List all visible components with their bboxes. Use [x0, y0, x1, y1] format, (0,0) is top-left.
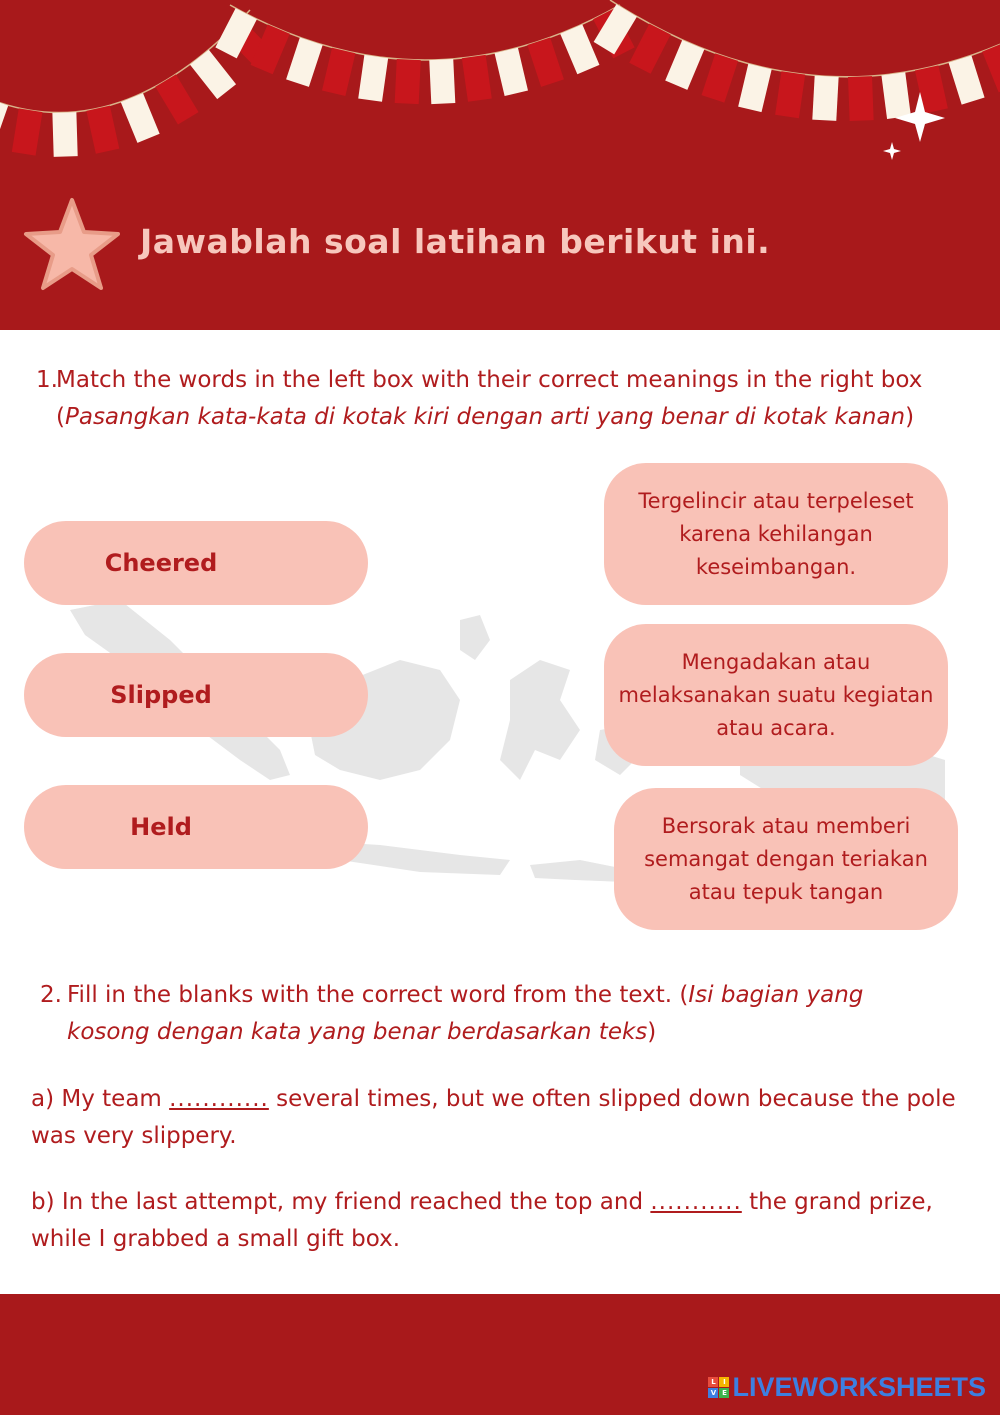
blank-b[interactable]: ...........	[650, 1189, 742, 1215]
bunting-flag	[812, 76, 838, 121]
sparkle-small-icon	[883, 142, 901, 160]
bunting-flag	[322, 48, 355, 96]
blank-a[interactable]: ............	[169, 1086, 269, 1112]
liveworksheets-logo[interactable]	[708, 1372, 986, 1403]
sentence-b: b) In the last attempt, my friend reached the top and ........... the grand prize, while I grabbed a small gift box.	[31, 1189, 933, 1252]
question-1-number: 1.	[36, 367, 58, 393]
bunting-decoration	[0, 0, 1000, 170]
bunting-flag	[358, 55, 388, 102]
bunting-flag	[395, 59, 421, 104]
question-1	[36, 362, 956, 436]
bunting-flag	[702, 53, 739, 102]
bunting-flag	[560, 24, 599, 74]
bunting-flag	[775, 71, 805, 118]
bunting-flag	[12, 108, 43, 155]
meaning-box-1[interactable]: Tergelincir atau terpeleset karena kehilangan keseimbangan.	[604, 463, 948, 605]
logo-text: LIVEWORKSHEETS	[732, 1372, 986, 1402]
bunting-flag	[527, 38, 564, 87]
bunting-flag	[286, 38, 323, 87]
bunting-flag	[86, 106, 119, 154]
question-2-text: Fill in the blanks with the correct word from the text. (Isi bagian yang kosong dengan kata yang benar berdasarkan teks)	[67, 982, 864, 1045]
bunting-flag	[190, 50, 236, 99]
bunting-flag	[665, 40, 704, 90]
bunting-flag	[462, 55, 492, 102]
word-box-slipped[interactable]: Slipped	[24, 653, 368, 737]
meaning-box-3[interactable]: Bersorak atau memberi semangat dengan teriakan atau tepuk tangan	[614, 788, 958, 930]
bunting-flag	[429, 59, 455, 104]
bunting-flag	[155, 74, 198, 124]
meaning-box-2[interactable]: Mengadakan atau melaksanakan suatu kegiatan atau acara.	[604, 624, 948, 766]
word-box-cheered[interactable]: Cheered	[24, 521, 368, 605]
bunting-flag	[495, 48, 528, 96]
question-2-number: 2.	[40, 982, 62, 1008]
sentence-a: a) My team ............ several times, but we often slipped down because the pole was very slippery.	[31, 1086, 956, 1149]
word-box-held[interactable]: Held	[24, 785, 368, 869]
bunting-flag	[949, 55, 985, 104]
bunting-flag	[881, 72, 910, 119]
bunting-flag	[738, 64, 772, 112]
bunting-flag	[52, 112, 77, 157]
header-banner	[0, 0, 1000, 330]
question-2	[40, 977, 940, 1051]
page-title: Jawablah soal latihan berikut ini.	[140, 222, 771, 261]
bunting-flag	[848, 76, 874, 121]
star-icon	[22, 196, 122, 292]
logo-grid-icon: L I V E	[708, 1377, 729, 1398]
footer-band	[0, 1294, 1000, 1415]
bunting-flag	[121, 93, 160, 143]
question-1-text: Match the words in the left box with their correct meanings in the right box (Pasangkan kata-kata di kotak kiri dengan arti yang benar di kotak kanan)	[56, 367, 923, 430]
